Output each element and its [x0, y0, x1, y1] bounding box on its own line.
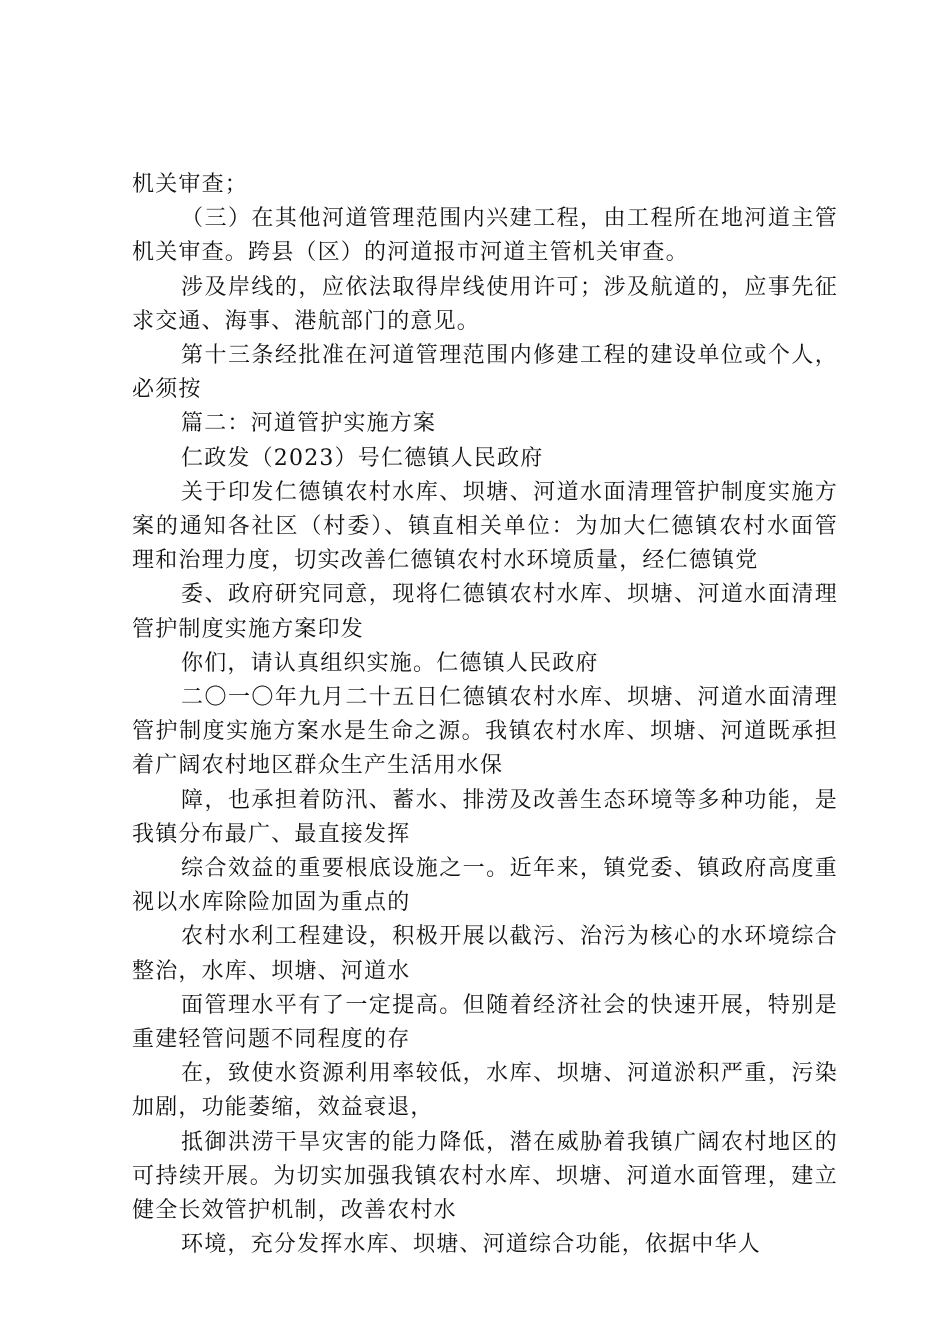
- body-paragraph: 环境，充分发挥水库、坝塘、河道综合功能，依据中华人: [181, 1232, 762, 1258]
- body-paragraph: （三）在其他河道管理范围内兴建工程，由工程所在地河道主管机关审查。跨县（区）的河道报市河道主管机关审查。: [132, 206, 838, 266]
- body-paragraph: 二〇一〇年九月二十五日仁德镇农村水库、坝塘、河道水面清理管护制度实施方案水是生命之源。我镇农村水库、坝塘、河道既承担着广阔农村地区群众生产生活用水保: [132, 685, 838, 779]
- body-paragraph: 第十三条经批准在河道管理范围内修建工程的建设单位或个人，必须按: [132, 343, 838, 403]
- body-paragraph: 你们，请认真组织实施。仁德镇人民政府: [181, 650, 599, 676]
- body-paragraph: 涉及岸线的，应依法取得岸线使用许可；涉及航道的，应事先征求交通、海事、港航部门的意见。: [132, 274, 838, 334]
- body-paragraph: 委、政府研究同意，现将仁德镇农村水库、坝塘、河道水面清理管护制度实施方案印发: [132, 582, 838, 642]
- body-paragraph: 综合效益的重要根底设施之一。近年来，镇党委、镇政府高度重视以水库除险加固为重点的: [132, 856, 838, 916]
- body-paragraph: 农村水利工程建设，积极开展以截污、治污为核心的水环境综合整治，水库、坝塘、河道水: [132, 924, 838, 984]
- document-body: [132, 168, 838, 1263]
- body-paragraph: 篇二：河道管护实施方案: [181, 411, 437, 437]
- body-paragraph: 关于印发仁德镇农村水库、坝塘、河道水面清理管护制度实施方案的通知各社区（村委）、镇直相关单位：为加大仁德镇农村水面管理和治理力度，切实改善仁德镇农村水环境质量，经仁德镇党: [132, 479, 838, 574]
- body-paragraph: 障，也承担着防汛、蓄水、排涝及改善生态环境等多种功能，是我镇分布最广、最直接发挥: [132, 787, 838, 847]
- body-paragraph: 仁政发（2023）号仁德镇人民政府: [181, 445, 544, 471]
- body-paragraph: 机关审查；: [132, 172, 249, 197]
- body-paragraph: 面管理水平有了一定提高。但随着经济社会的快速开展，特别是重建轻管问题不同程度的存: [132, 992, 838, 1053]
- body-paragraph: 在，致使水资源利用率较低，水库、坝塘、河道淤积严重，污染加剧，功能萎缩，效益衰退，: [132, 1061, 838, 1121]
- body-paragraph: 抵御洪涝干旱灾害的能力降低，潜在威胁着我镇广阔农村地区的可持续开展。为切实加强我镇农村水库、坝塘、河道水面管理，建立健全长效管护机制，改善农村水: [132, 1129, 838, 1224]
